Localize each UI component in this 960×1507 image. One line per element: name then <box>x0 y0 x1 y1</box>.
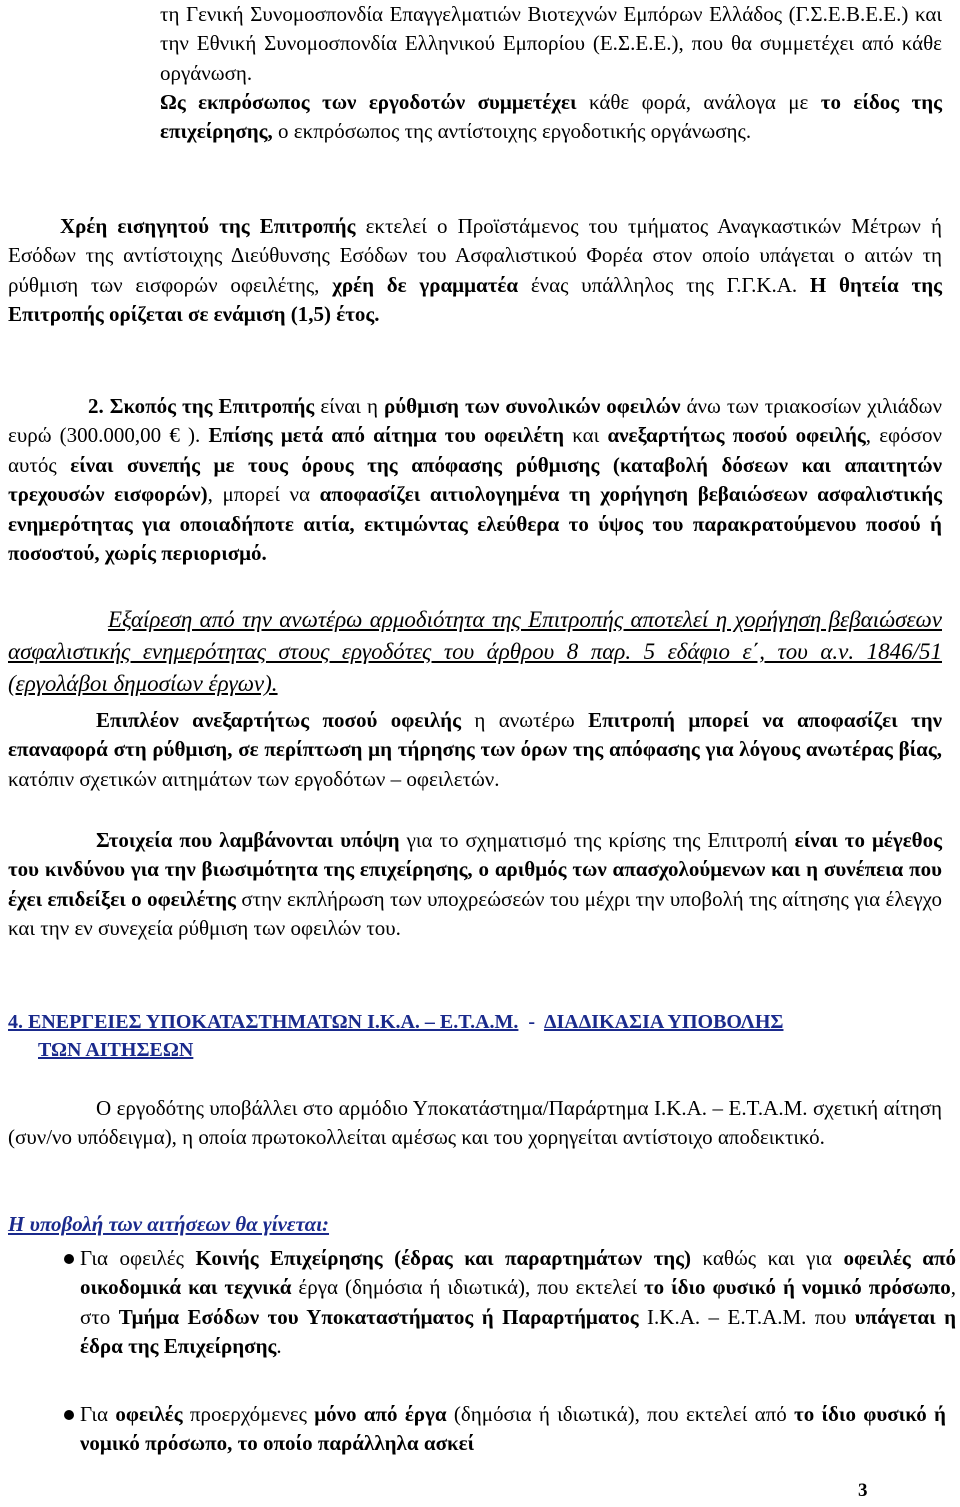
section-4-title-line2: ΤΩΝ ΑΙΤΗΣΕΩΝ <box>38 1039 194 1061</box>
paragraph-employer-application: Ο εργοδότης υποβάλλει στο αρμόδιο Υποκατάστημα/Παράρτημα Ι.Κ.Α. – Ε.Τ.Α.Μ. σχετική αίτηση (συν/νο υπόδειγμα), η οποία πρωτοκολλείται αμέσως και του χορηγείται αντίστοιχο αποδεικτικό. <box>8 1096 942 1150</box>
bullet-icon <box>64 1410 74 1420</box>
paragraph-employer-representative: Ως εκπρόσωπος των εργοδοτών συμμετέχει κάθε φορά, ανάλογα με το είδος της επιχείρησης, ο εκπρόσωπος της αντίστοιχης εργοδοτικής οργάνωσης. <box>160 90 943 144</box>
page-number: 3 <box>858 1480 868 1501</box>
bullet-item-common-business: Για οφειλές Κοινής Επιχείρησης (έδρας και παραρτημάτων της) καθώς και για οφειλές από οικοδομικά και τεχνικά έργα (δημόσια ή ιδιωτικά), που εκτελεί το ίδιο φυσικό ή νομικό πρόσωπο, στο Τμήμα Εσόδων του Υποκαταστήματος ή Παραρτήματος Ι.Κ.Α. – Ε.Τ.Α.Μ. που υπάγεται η έδρα της Επιχείρησης. <box>80 1246 956 1359</box>
paragraph-committee-purpose: 2. Σκοπός της Επιτροπής είναι η ρύθμιση των συνολικών οφειλών άνω των τριακοσίων χιλιάδων ευρώ (300.000,00 € ). Επίσης μετά από αίτημα του οφειλέτη και ανεξαρτήτως ποσού οφειλής, εφόσον αυτός είναι συνεπής με τους όρους της απόφασης ρύθμισης (καταβολή δόσεων και απαιτητών τρεχουσών εισφορών), μπορεί να αποφασίζει αιτιολογημένα τη χορήγηση βεβαιώσεων ασφαλιστικής ενημερότητας για οποιαδήποτε αιτία, εκτιμώντας ελεύθερα το ύψος του παρακρατούμενου ποσού ή ποσοστού, χωρίς περιορισμό. <box>8 394 942 566</box>
bullet-icon <box>64 1254 74 1264</box>
paragraph-criteria: Στοιχεία που λαμβάνονται υπόψη για το σχηματισμό της κρίσης της Επιτροπή είναι το μέγεθος του κινδύνου για την βιωσιμότητα της επιχείρησης, ο αριθμός των απασχολούμενων και η συνέπεια που έχει επιδείξει ο οφειλέτης στην εκπλήρωση των υποχρεώσεών του μέχρι την υποβολή της αίτησης για έλεγχο και την εν συνεχεία ρύθμιση των οφειλών του. <box>8 828 943 941</box>
section-4-title-part2: ΔΙΑΔΙΚΑΣΙΑ ΥΠΟΒΟΛΗΣ <box>543 1011 784 1033</box>
section-4-separator: - <box>518 1011 544 1033</box>
paragraph-reinstatement: Επιπλέον ανεξαρτήτως ποσού οφειλής η ανωτέρω Επιτροπή μπορεί να αποφασίζει την επαναφορά στη ρύθμιση, σε περίπτωση μη τήρησης των όρων της απόφασης για λόγους ανωτέρας βίας, κατόπιν σχετικών αιτημάτων των εργοδότων – οφειλετών. <box>8 708 943 791</box>
section-4-heading <box>8 1008 948 1064</box>
paragraph-confederations: τη Γενική Συνομοσπονδία Επαγγελματιών Βιοτεχνών Εμπόρων Ελλάδος (Γ.Σ.Ε.Β.Ε.Ε.) και την Εθνική Συνομοσπονδία Ελληνικού Εμπορίου (Ε.Σ.Ε.Ε.), που θα συμμετέχει από κάθε οργάνωση. <box>160 2 942 85</box>
paragraph-exception: Εξαίρεση από την ανωτέρω αρμοδιότητα της Επιτροπής αποτελεί η χορήγηση βεβαιώσεων ασφαλιστικής ενημερότητας στους εργοδότες του άρθρου 8 παρ. 5 εδάφιο ε΄, του α.ν. 1846/51 (εργολάβοι δημοσίων έργων). <box>8 607 942 696</box>
bullet-item-works-debts: Για οφειλές προερχόμενες μόνο από έργα (δημόσια ή ιδιωτικά), που εκτελεί από το ίδιο φυσικό ή νομικό πρόσωπο, το οποίο παράλληλα ασκεί <box>80 1402 946 1456</box>
paragraph-rapporteur: Χρέη εισηγητού της Επιτροπής εκτελεί ο Προϊστάμενος του τμήματος Αναγκαστικών Μέτρων ή Εσόδων της αντίστοιχης Διεύθυνσης Εσόδων του Ασφαλιστικού Φορέα στον οποίο υπάγεται ο αιτών τη ρύθμιση των εισφορών οφειλέτης, χρέη δε γραμματέα ένας υπάλληλος της Γ.Γ.Κ.Α. Η θητεία της Επιτροπής ορίζεται σε ενάμιση (1,5) έτος. <box>8 214 943 327</box>
subheading-submission: Η υποβολή των αιτήσεων θα γίνεται: <box>8 1212 330 1236</box>
section-4-title-part1: 4. ΕΝΕΡΓΕΙΕΣ ΥΠΟΚΑΤΑΣΤΗΜΑΤΩΝ Ι.Κ.Α. – Ε.Τ.Α.Μ. <box>8 1011 519 1033</box>
